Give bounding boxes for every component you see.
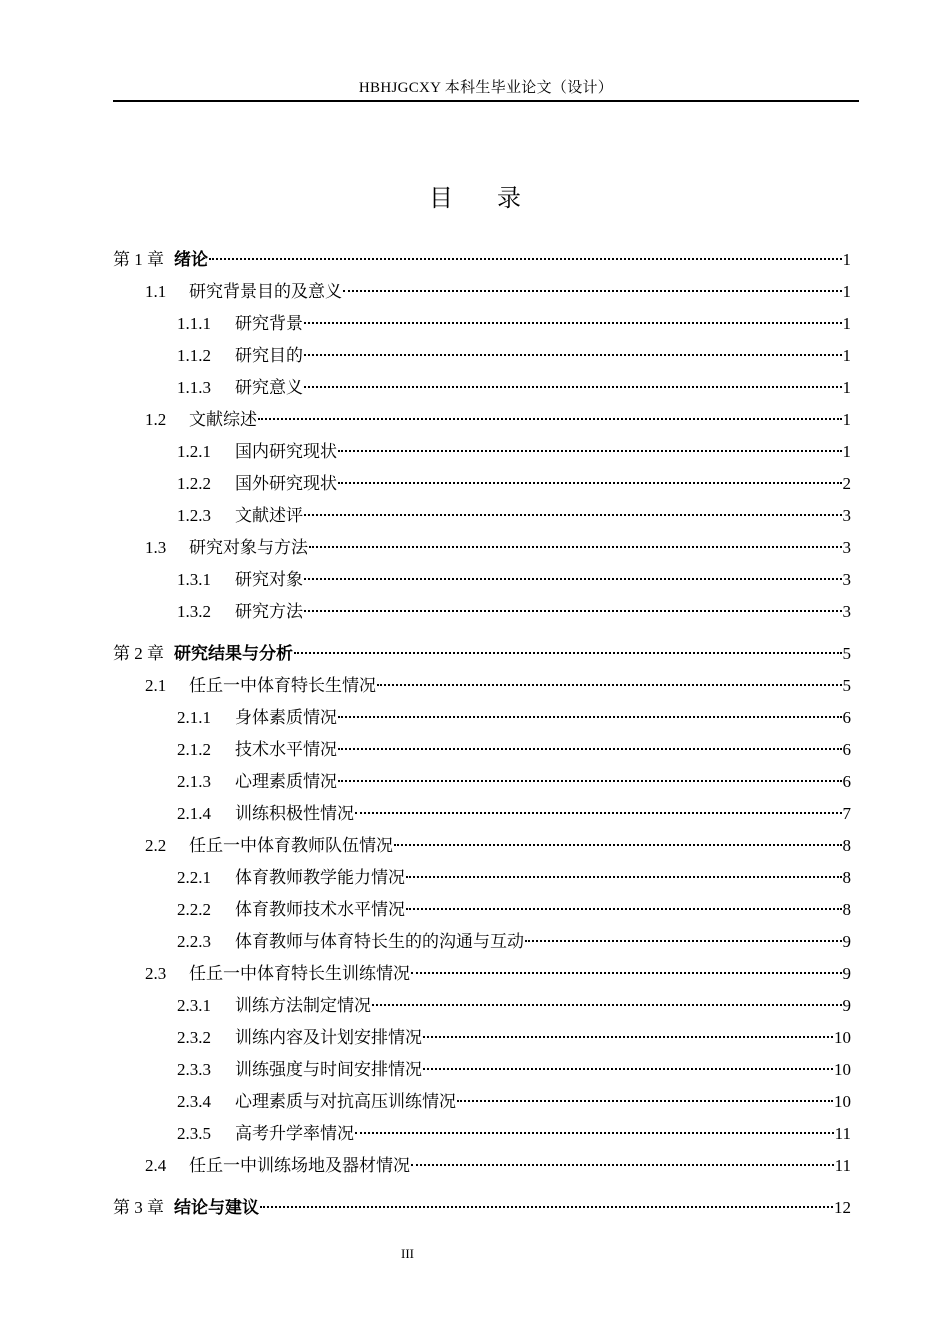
toc-entry-page: 2 bbox=[842, 474, 851, 493]
toc-entry-number: 第 2 章 bbox=[113, 644, 164, 663]
toc-entry-number: 2.1 bbox=[145, 676, 167, 695]
toc-dot-leader bbox=[304, 514, 842, 516]
toc-section-entry[interactable] bbox=[113, 471, 851, 503]
toc-entry-number: 2.1.3 bbox=[177, 772, 211, 791]
toc-section-entry[interactable] bbox=[113, 769, 851, 801]
toc-entry-number: 2.3 bbox=[145, 964, 167, 983]
toc-title bbox=[0, 178, 950, 213]
toc-entry-title: 训练方法制定情况 bbox=[235, 996, 371, 1015]
toc-entry-page: 1 bbox=[842, 250, 851, 269]
toc-entry-title: 绪论 bbox=[174, 250, 208, 269]
toc-chapter-entry[interactable] bbox=[113, 641, 851, 673]
toc-dot-leader bbox=[338, 716, 842, 718]
toc-section-entry[interactable] bbox=[113, 535, 851, 567]
page-number: III bbox=[401, 1246, 414, 1261]
toc-entry-number: 2.1.2 bbox=[177, 740, 211, 759]
toc-section-entry[interactable] bbox=[113, 407, 851, 439]
toc-dot-leader bbox=[309, 546, 842, 548]
toc-entry-number: 1.2.1 bbox=[177, 442, 211, 461]
toc-section-entry[interactable] bbox=[113, 343, 851, 375]
toc-dot-leader bbox=[338, 780, 842, 782]
toc-entry-page: 10 bbox=[834, 1028, 851, 1047]
toc-section-entry[interactable] bbox=[113, 801, 851, 833]
toc-section-entry[interactable] bbox=[113, 279, 851, 311]
toc-entry-page: 12 bbox=[834, 1198, 851, 1217]
toc-chapter-entry[interactable] bbox=[113, 247, 851, 279]
toc-entry-page: 9 bbox=[842, 964, 851, 983]
toc-entry-number: 2.4 bbox=[145, 1156, 167, 1175]
toc-entry-number: 2.3.2 bbox=[177, 1028, 211, 1047]
toc-entry-page: 7 bbox=[842, 804, 851, 823]
toc-entry-page: 6 bbox=[842, 708, 851, 727]
toc-entry-title: 训练积极性情况 bbox=[235, 804, 354, 823]
toc-section-entry[interactable] bbox=[113, 705, 851, 737]
toc-dot-leader bbox=[355, 812, 842, 814]
table-of-contents bbox=[113, 247, 851, 1227]
toc-section-entry[interactable] bbox=[113, 375, 851, 407]
toc-entry-title: 研究意义 bbox=[235, 378, 303, 397]
toc-entry-page: 9 bbox=[842, 996, 851, 1015]
toc-dot-leader bbox=[304, 578, 842, 580]
toc-dot-leader bbox=[338, 748, 842, 750]
toc-title-char: 目 bbox=[429, 186, 453, 212]
toc-entry-title: 任丘一中体育教师队伍情况 bbox=[189, 836, 393, 855]
toc-section-entry[interactable] bbox=[113, 993, 851, 1025]
toc-entry-number: 1.3 bbox=[145, 538, 167, 557]
toc-dot-leader bbox=[209, 258, 842, 260]
toc-dot-leader bbox=[411, 972, 842, 974]
toc-entry-title: 体育教师教学能力情况 bbox=[235, 868, 405, 887]
toc-entry-title: 训练内容及计划安排情况 bbox=[235, 1028, 422, 1047]
toc-entry-page: 1 bbox=[842, 410, 851, 429]
toc-entry-page: 5 bbox=[842, 644, 851, 663]
toc-title-char: 录 bbox=[497, 186, 521, 212]
toc-entry-page: 3 bbox=[842, 570, 851, 589]
toc-dot-leader bbox=[411, 1164, 834, 1166]
toc-entry-title: 身体素质情况 bbox=[235, 708, 337, 727]
toc-dot-leader bbox=[457, 1100, 833, 1102]
toc-section-entry[interactable] bbox=[113, 567, 851, 599]
toc-entry-title: 研究方法 bbox=[235, 602, 303, 621]
toc-entry-title: 研究背景 bbox=[235, 314, 303, 333]
toc-entry-title: 任丘一中体育特长生训练情况 bbox=[189, 964, 410, 983]
toc-dot-leader bbox=[394, 844, 842, 846]
toc-entry-number: 1.3.1 bbox=[177, 570, 211, 589]
toc-entry-page: 9 bbox=[842, 932, 851, 951]
toc-section-entry[interactable] bbox=[113, 439, 851, 471]
toc-section-entry[interactable] bbox=[113, 1121, 851, 1153]
toc-entry-title: 心理素质情况 bbox=[235, 772, 337, 791]
toc-entry-page: 1 bbox=[842, 282, 851, 301]
toc-section-entry[interactable] bbox=[113, 1025, 851, 1057]
toc-entry-title: 研究对象 bbox=[235, 570, 303, 589]
toc-entry-number: 2.3.3 bbox=[177, 1060, 211, 1079]
toc-entry-page: 10 bbox=[834, 1060, 851, 1079]
toc-dot-leader bbox=[258, 418, 842, 420]
toc-entry-number: 1.1 bbox=[145, 282, 167, 301]
toc-entry-number: 1.1.1 bbox=[177, 314, 211, 333]
toc-entry-title: 文献综述 bbox=[189, 410, 257, 429]
header-rule bbox=[113, 100, 859, 102]
toc-section-entry[interactable] bbox=[113, 737, 851, 769]
toc-dot-leader bbox=[294, 652, 842, 654]
toc-entry-page: 8 bbox=[842, 836, 851, 855]
toc-dot-leader bbox=[304, 322, 842, 324]
toc-entry-page: 1 bbox=[842, 378, 851, 397]
toc-section-entry[interactable] bbox=[113, 599, 851, 631]
toc-chapter-entry[interactable] bbox=[113, 1195, 851, 1227]
toc-section-entry[interactable] bbox=[113, 897, 851, 929]
toc-entry-title: 国外研究现状 bbox=[235, 474, 337, 493]
toc-entry-number: 1.2 bbox=[145, 410, 167, 429]
toc-entry-page: 6 bbox=[842, 740, 851, 759]
toc-dot-leader bbox=[525, 940, 842, 942]
toc-section-entry[interactable] bbox=[113, 865, 851, 897]
toc-entry-title: 训练强度与时间安排情况 bbox=[235, 1060, 422, 1079]
toc-entry-number: 1.1.3 bbox=[177, 378, 211, 397]
toc-dot-leader bbox=[423, 1068, 833, 1070]
toc-dot-leader bbox=[355, 1132, 834, 1134]
toc-entry-page: 1 bbox=[842, 314, 851, 333]
toc-dot-leader bbox=[406, 908, 842, 910]
toc-entry-number: 2.1.4 bbox=[177, 804, 211, 823]
toc-section-entry[interactable] bbox=[113, 1057, 851, 1089]
toc-entry-title: 任丘一中体育特长生情况 bbox=[189, 676, 376, 695]
toc-section-entry[interactable] bbox=[113, 1153, 851, 1185]
toc-entry-number: 第 3 章 bbox=[113, 1198, 164, 1217]
toc-entry-page: 3 bbox=[842, 602, 851, 621]
toc-dot-leader bbox=[304, 610, 842, 612]
toc-entry-number: 1.1.2 bbox=[177, 346, 211, 365]
toc-entry-page: 1 bbox=[842, 346, 851, 365]
toc-entry-title: 文献述评 bbox=[235, 506, 303, 525]
toc-entry-number: 1.3.2 bbox=[177, 602, 211, 621]
toc-entry-title: 研究对象与方法 bbox=[189, 538, 308, 557]
toc-entry-page: 3 bbox=[842, 538, 851, 557]
toc-entry-number: 2.2.2 bbox=[177, 900, 211, 919]
toc-entry-page: 1 bbox=[842, 442, 851, 461]
toc-entry-title: 技术水平情况 bbox=[235, 740, 337, 759]
toc-dot-leader bbox=[343, 290, 842, 292]
toc-entry-title: 研究目的 bbox=[235, 346, 303, 365]
toc-dot-leader bbox=[338, 450, 842, 452]
toc-entry-title: 体育教师与体育特长生的的沟通与互动 bbox=[235, 932, 524, 951]
toc-entry-page: 5 bbox=[842, 676, 851, 695]
toc-entry-number: 2.2.1 bbox=[177, 868, 211, 887]
toc-dot-leader bbox=[304, 386, 842, 388]
toc-entry-title: 体育教师技术水平情况 bbox=[235, 900, 405, 919]
toc-dot-leader bbox=[406, 876, 842, 878]
toc-entry-title: 研究结果与分析 bbox=[174, 644, 293, 663]
toc-entry-page: 11 bbox=[834, 1156, 851, 1175]
toc-dot-leader bbox=[304, 354, 842, 356]
toc-entry-page: 8 bbox=[842, 868, 851, 887]
toc-entry-number: 1.2.2 bbox=[177, 474, 211, 493]
toc-entry-number: 第 1 章 bbox=[113, 250, 164, 269]
toc-section-entry[interactable] bbox=[113, 929, 851, 961]
toc-entry-title: 国内研究现状 bbox=[235, 442, 337, 461]
toc-entry-number: 1.2.3 bbox=[177, 506, 211, 525]
toc-entry-page: 11 bbox=[834, 1124, 851, 1143]
toc-dot-leader bbox=[372, 1004, 842, 1006]
toc-dot-leader bbox=[260, 1206, 833, 1208]
toc-entry-number: 2.3.4 bbox=[177, 1092, 211, 1111]
toc-section-entry[interactable] bbox=[113, 503, 851, 535]
toc-entry-page: 6 bbox=[842, 772, 851, 791]
toc-dot-leader bbox=[338, 482, 842, 484]
toc-entry-number: 2.2.3 bbox=[177, 932, 211, 951]
toc-entry-title: 研究背景目的及意义 bbox=[189, 282, 342, 301]
toc-entry-number: 2.3.1 bbox=[177, 996, 211, 1015]
toc-dot-leader bbox=[377, 684, 842, 686]
toc-section-entry[interactable] bbox=[113, 1089, 851, 1121]
toc-entry-title: 高考升学率情况 bbox=[235, 1124, 354, 1143]
page-header: HBHJGCXY 本科生毕业论文（设计） bbox=[358, 80, 614, 96]
toc-section-entry[interactable] bbox=[113, 833, 851, 865]
toc-entry-number: 2.2 bbox=[145, 836, 167, 855]
toc-entry-number: 2.3.5 bbox=[177, 1124, 211, 1143]
toc-entry-title: 任丘一中训练场地及器材情况 bbox=[189, 1156, 410, 1175]
toc-entry-title: 结论与建议 bbox=[174, 1198, 259, 1217]
toc-dot-leader bbox=[423, 1036, 833, 1038]
toc-entry-page: 10 bbox=[834, 1092, 851, 1111]
toc-section-entry[interactable] bbox=[113, 311, 851, 343]
toc-section-entry[interactable] bbox=[113, 673, 851, 705]
toc-entry-title: 心理素质与对抗高压训练情况 bbox=[235, 1092, 456, 1111]
toc-entry-number: 2.1.1 bbox=[177, 708, 211, 727]
toc-section-entry[interactable] bbox=[113, 961, 851, 993]
toc-entry-page: 8 bbox=[842, 900, 851, 919]
toc-entry-page: 3 bbox=[842, 506, 851, 525]
